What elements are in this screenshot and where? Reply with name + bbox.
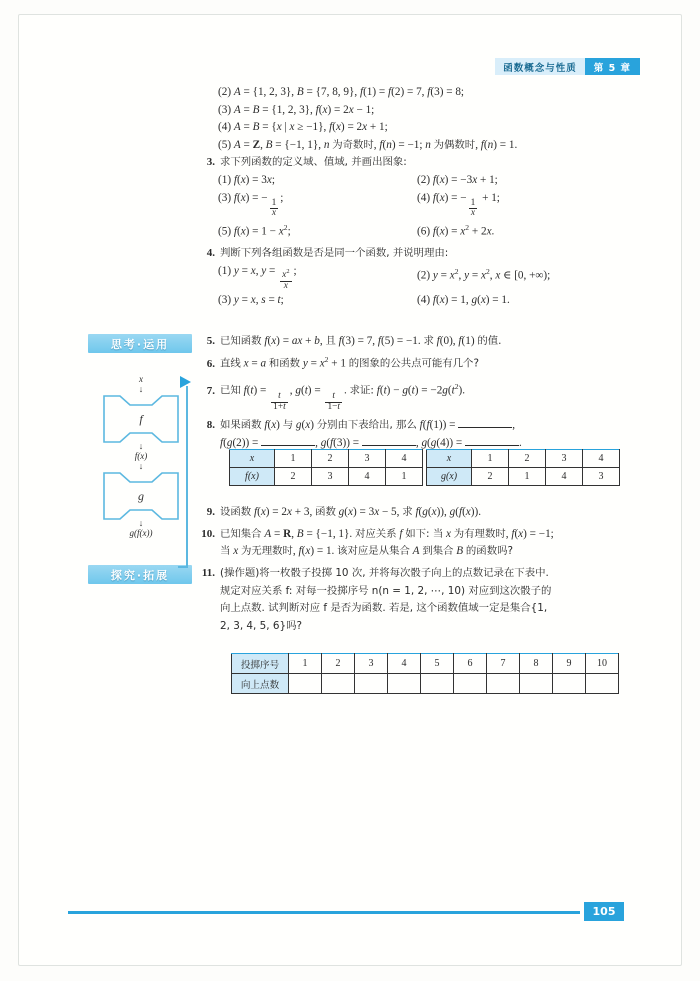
table-cell: 1 <box>275 450 312 468</box>
flow-arrow-3: ↓ <box>138 461 144 471</box>
table-cell: 2 <box>472 468 509 486</box>
flow-input-label: x <box>139 374 143 384</box>
table-cell: 2 <box>275 468 312 486</box>
funnel-shape-f <box>102 394 180 444</box>
flow-box-f <box>95 394 187 442</box>
table-row <box>427 468 620 486</box>
svg-text:f: f <box>139 412 143 426</box>
exercise-8-tables <box>229 449 620 486</box>
exercise-9-number: 9. <box>206 506 215 519</box>
answer-blank[interactable] <box>458 418 512 428</box>
table-cell: 7 <box>487 654 520 674</box>
table-cell-blank[interactable] <box>454 674 487 694</box>
exercise-4-number: 4. <box>206 247 215 260</box>
flow-arrow-1: ↓ <box>138 384 144 394</box>
exercise-10-number: 10. <box>201 527 215 540</box>
table-cell: 5 <box>421 654 454 674</box>
table-cell: 4 <box>386 450 423 468</box>
exercise-4 <box>196 245 616 263</box>
flow-output-label: g(f(x)) <box>129 528 153 538</box>
table-cell-blank[interactable] <box>487 674 520 694</box>
list-item: (5) A = Z, B = {−1, 1}, n 为奇数时, f(n) = −1; n 为偶数时, f(n) = 1. <box>218 138 518 151</box>
list-item: (3) f(x) = − $\frac{1}{x}$ ; <box>218 191 284 219</box>
list-item: (2) f(x) = −3x + 1; <box>417 173 498 186</box>
funnel-shape-g <box>102 471 180 521</box>
side-tag-explore-expand: 探究·拓展 <box>88 565 192 584</box>
list-item: (3) A = B = {1, 2, 3}, f(x) = 2x − 1; <box>218 103 375 116</box>
exercise-11-number: 11. <box>201 567 215 580</box>
table-cell-blank[interactable] <box>553 674 586 694</box>
answer-blank[interactable] <box>261 436 315 446</box>
function-composition-diagram <box>95 374 187 539</box>
exercise-3-stem: 求下列函数的定义域、值域, 并画出图象: <box>220 156 407 169</box>
list-item: (6) $f(x) = x^2 + 2x$. <box>417 222 495 238</box>
answer-blank[interactable] <box>362 436 416 446</box>
table-cell: 2 <box>322 654 355 674</box>
table-cell: 8 <box>520 654 553 674</box>
table-cell: 2 <box>312 450 349 468</box>
flow-middle-label: f(x) <box>134 451 148 461</box>
exercise-6: 6. 直线 x = a 和函数 $y = x^2 + 1$ 的图象的公共点可能有几个? <box>196 351 616 373</box>
table-cell-blank[interactable] <box>289 674 322 694</box>
table-cell-blank[interactable] <box>586 674 619 694</box>
table-cell: 1 <box>509 468 546 486</box>
table-cell: 1 <box>472 450 509 468</box>
table-cell-blank[interactable] <box>388 674 421 694</box>
table-cell: 4 <box>388 654 421 674</box>
svg-text:g: g <box>138 489 144 503</box>
exercise-3-parts-row3 <box>196 219 616 241</box>
table-cell: 4 <box>583 450 620 468</box>
table-header-cell: 投掷序号 <box>232 654 289 674</box>
list-item: (2) A = {1, 2, 3}, B = {7, 8, 9}, f(1) = f(2) = 7, f(3) = 8; <box>218 86 465 98</box>
exercise-11-line2: 规定对应关系 f: 对每一投掷序号 n(n = 1, 2, ⋯, 10) 对应到这次骰子的 <box>220 584 552 597</box>
flow-arrow-4: ↓ <box>138 518 144 528</box>
table-cell: 3 <box>355 654 388 674</box>
table-row <box>427 450 620 468</box>
exercise-9: 9. 设函数 f(x) = 2x + 3, 函数 g(x) = 3x − 5, 求 f(g(x)), g(f(x)). <box>196 504 616 522</box>
exercise-11 <box>196 565 616 635</box>
table-cell: 1 <box>289 654 322 674</box>
table-cell: 10 <box>586 654 619 674</box>
exercise-6-number: 6. <box>206 357 215 370</box>
section-marker-foot <box>178 566 188 568</box>
exercise-3 <box>196 154 616 172</box>
list-item: (2) $y = x^2$, $y = x^2$, x ∈ [0, +∞); <box>417 266 551 282</box>
table-cell: 4 <box>349 468 386 486</box>
table-cell: 4 <box>546 468 583 486</box>
table-cell: 6 <box>454 654 487 674</box>
table-cell: 2 <box>509 450 546 468</box>
page-number: 105 <box>584 902 624 921</box>
section-marker-line <box>186 386 188 568</box>
flow-arrow-2: ↓ <box>138 441 144 451</box>
exercise-11-line3: 向上点数. 试判断对应 f 是否为函数. 若是, 这个函数值域一定是集合{1, <box>220 602 548 615</box>
table-cell-blank[interactable] <box>421 674 454 694</box>
list-item: (4) f(x) = − $\frac{1}{x}$ + 1; <box>417 191 500 219</box>
side-tag-think-apply: 思考·运用 <box>88 334 192 353</box>
table-cell: 9 <box>553 654 586 674</box>
list-item: (1) y = x, y = $\frac{x^2}{x}$ ; <box>218 264 297 292</box>
list-item: (4) f(x) = 1, g(x) = 1. <box>417 293 510 306</box>
table-g <box>426 449 620 486</box>
exercise-7-number: 7. <box>206 384 215 397</box>
table-header-cell: x <box>427 450 472 468</box>
list-item: (4) A = B = {x | x ≥ −1}, f(x) = 2x + 1; <box>218 121 388 134</box>
table-header-cell: 向上点数 <box>232 674 289 694</box>
exercise-3-parts-row1 <box>196 172 616 190</box>
table-header-cell: g(x) <box>427 468 472 486</box>
table-row <box>230 450 423 468</box>
table-row <box>232 654 619 674</box>
exercise-4-stem: 判断下列各组函数是否是同一个函数, 并说明理由: <box>220 247 449 260</box>
exercise-4-parts-row1 <box>196 263 616 292</box>
exercise-10: 10. 已知集合 A = R, B = {−1, 1}. 对应关系 f 如下: 当 x 为有理数时, f(x) = −1; 当 x 为无理数时, f(x) = 1. 该对应是从集合 A 到集合 B 的函数吗? <box>196 526 616 561</box>
running-head <box>495 58 640 75</box>
exercise-11-line4: 2, 3, 4, 5, 6}吗? <box>220 619 302 632</box>
table-cell-blank[interactable] <box>520 674 553 694</box>
table-cell: 3 <box>349 450 386 468</box>
table-f <box>229 449 423 486</box>
answer-blank[interactable] <box>465 436 519 446</box>
running-head-title: 函数概念与性质 <box>495 58 585 75</box>
table-row <box>232 674 619 694</box>
table-dice <box>231 653 619 694</box>
exercise-11-line1: (操作题)将一枚骰子投掷 10 次, 并将每次骰子向上的点数记录在下表中. <box>220 567 549 580</box>
table-cell-blank[interactable] <box>322 674 355 694</box>
table-header-cell: f(x) <box>230 468 275 486</box>
table-cell: 3 <box>312 468 349 486</box>
exercise-3-parts-row2 <box>196 190 616 219</box>
table-cell-blank[interactable] <box>355 674 388 694</box>
table-cell: 1 <box>386 468 423 486</box>
exercise-7: 7. 已知 f(t) = $\frac{t}{1+t}$ , g(t) = $\frac{t}{1-t}$ . 求证: $f(t) - g(t) = -2g(t^2)$. <box>196 378 616 412</box>
exercise-8: 8. 如果函数 f(x) 与 g(x) 分别由下表给出, 那么 f(f(1)) = , f(g(2)) = , g(f(3)) = , g(g(4)) = . <box>196 417 616 452</box>
exercise-4-parts-row2 <box>196 292 616 310</box>
table-cell: 3 <box>583 468 620 486</box>
footer-rule <box>68 911 580 914</box>
exercise-5-number: 5. <box>206 335 215 348</box>
list-item: (1) f(x) = 3x; <box>218 173 275 186</box>
list-item: (5) $f(x) = 1 - x^2$; <box>218 222 291 238</box>
table-cell: 3 <box>546 450 583 468</box>
table-header-cell: x <box>230 450 275 468</box>
list-item: (3) y = x, s = t; <box>218 293 284 306</box>
exercise-5: 5. 已知函数 f(x) = ax + b, 且 f(3) = 7, f(5) = −1. 求 f(0), f(1) 的值. <box>196 333 616 351</box>
flow-box-g <box>95 471 187 519</box>
exercise-3-number: 3. <box>206 156 215 169</box>
exercise-column <box>196 84 616 635</box>
running-head-chapter: 第 5 章 <box>585 58 640 75</box>
table-row <box>230 468 423 486</box>
exercise-8-number: 8. <box>206 419 215 432</box>
